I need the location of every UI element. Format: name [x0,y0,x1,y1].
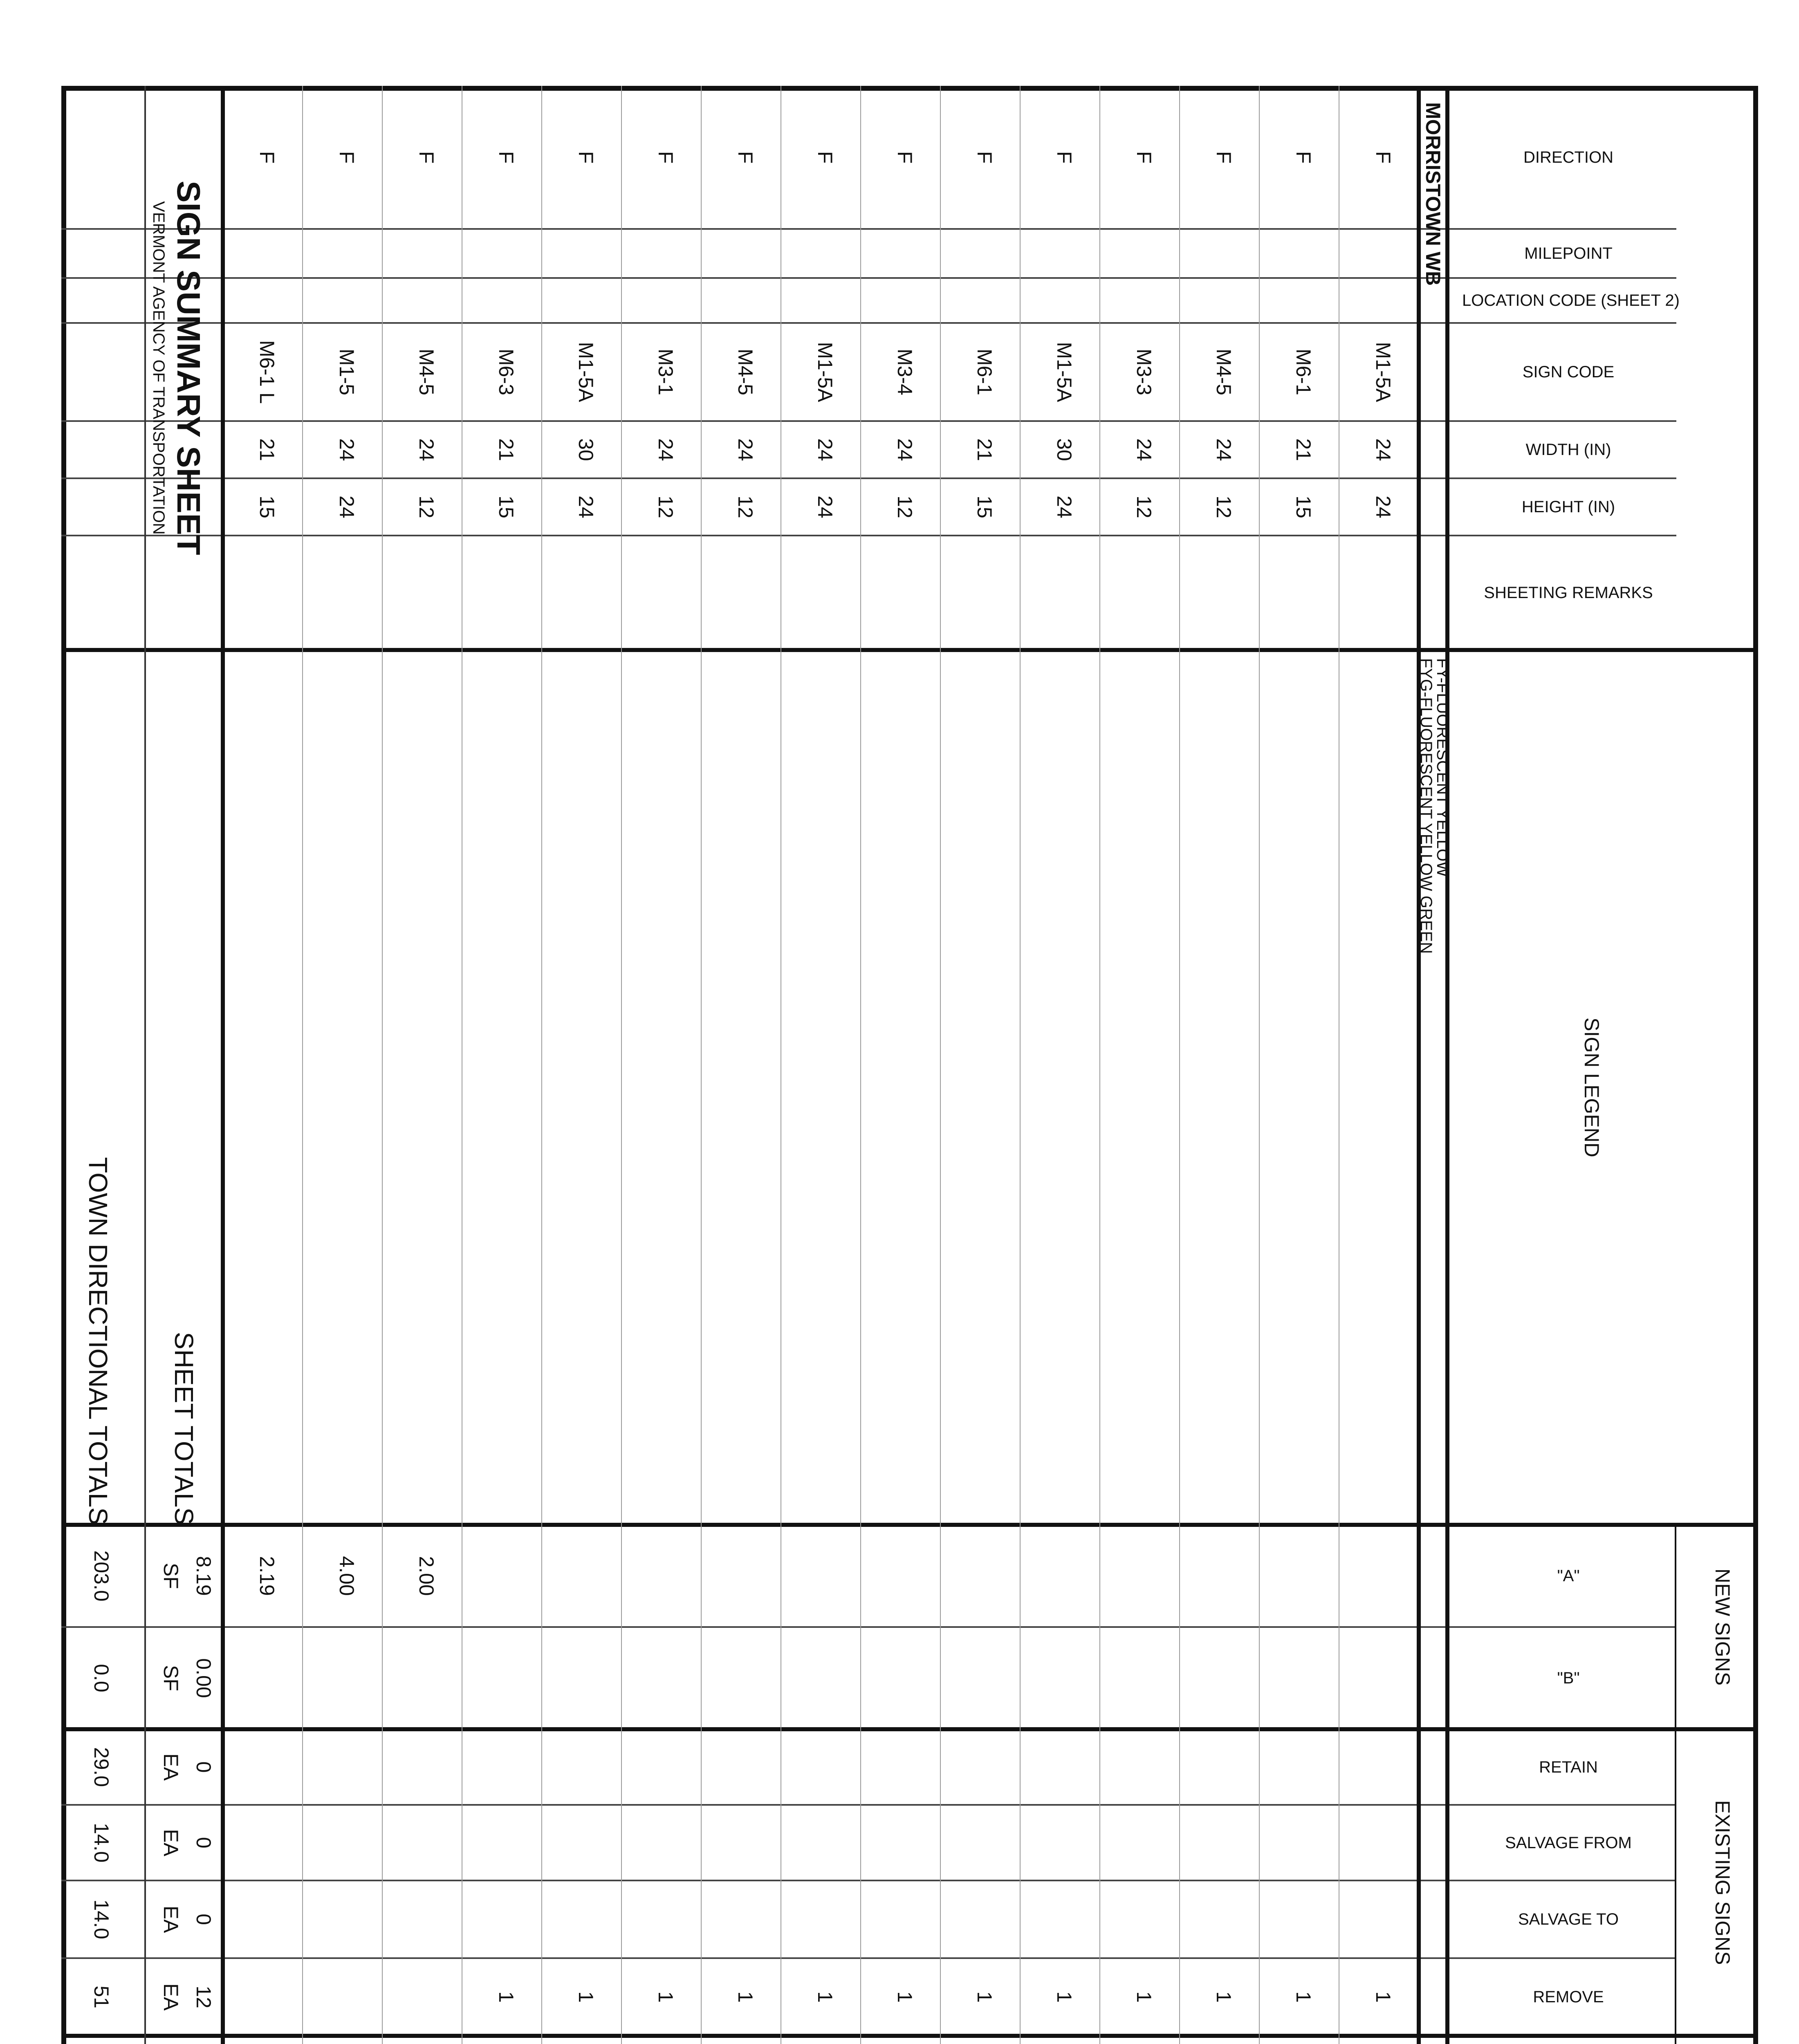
row-sign-code: M1-5A [814,342,837,402]
town-total-new_b: 0.0 [90,1664,113,1692]
row-new-a: 4.00 [335,1556,358,1596]
subheader-sheeting_rem: SHEETING REMARKS [1484,584,1653,602]
column-divider [61,1804,1676,1806]
section-divider [61,1727,1758,1731]
row-width: 24 [415,438,438,461]
row-sign-code: M1-5A [1372,342,1395,402]
row-remove: 1 [734,1991,757,2003]
column-divider [61,1626,1676,1628]
row-sign-code: M4-5 [734,349,757,395]
subheader-dir: DIRECTION [1523,148,1613,166]
town-total-post_retain [90,2036,112,2044]
sheet-totals-label: SHEET TOTALS [169,1332,199,1525]
row-direction: F [256,151,278,164]
row-rule [541,86,542,2044]
row-rule [1099,86,1100,2044]
row-height: 15 [1292,495,1315,518]
row-rule [1020,86,1021,2044]
town-total-new_a: 203.0 [90,1550,113,1602]
row-height: 12 [1133,495,1155,518]
row-sign-code: M3-3 [1133,349,1155,395]
town-total-retain: 29.0 [90,1747,113,1787]
sheet-total-retain: 0 [192,1761,215,1773]
sign-legend-header: SIGN LEGEND [1580,1018,1603,1157]
row-rule [860,86,861,2044]
row-height: 12 [893,495,916,518]
row-new-a: 2.19 [256,1556,278,1596]
subheader-loc_code: LOCATION CODE (SHEET 2) [1462,291,1680,309]
subheader-code: SIGN CODE [1522,363,1615,381]
row-remove: 1 [1133,1991,1155,2003]
sheet-title: SIGN SUMMARY SHEET [170,181,207,555]
existing-signs-band [1675,1729,1676,2036]
row-direction: F [415,151,438,164]
row-remove: 1 [1053,1991,1076,2003]
row-rule [382,86,383,2044]
town-total-remove: 51 [90,1986,113,2008]
unit-post_retain [159,2036,182,2044]
row-width: 24 [814,438,837,461]
row-sign-code: M1-5 [335,349,358,395]
unit-new_b: SF [159,1665,182,1691]
row-height: 24 [335,495,358,518]
subheader-new_a: "A" [1557,1567,1580,1585]
row-direction: F [1053,151,1076,164]
subheader-remove: REMOVE [1533,1988,1604,2006]
row-remove: 1 [893,1991,916,2003]
subheader-salvage_from: SALVAGE FROM [1505,1833,1632,1852]
unit-salvage_from: EA [159,1829,182,1856]
row-width: 24 [734,438,757,461]
row-width: 30 [1053,438,1076,461]
section-divider [61,648,1758,652]
legend-note-fy: FY-FLUORESCENT YELLOW [1433,658,1451,877]
town-total-salvage_from: 14.0 [90,1822,113,1863]
sheet-total-salvage_to: 0 [192,1914,215,1925]
row-remove: 1 [973,1991,996,2003]
subheader-retain: RETAIN [1539,1758,1598,1776]
row-rule [1179,86,1180,2044]
row-height: 12 [1212,495,1235,518]
row-height: 12 [415,495,438,518]
row-width: 24 [1212,438,1235,461]
section-divider [61,1523,1758,1527]
row-sign-code: M6-1 L [256,340,278,404]
column-divider [61,1880,1676,1881]
town-totals-label: TOWN DIRECTIONAL TOTALS [83,1157,113,1525]
row-direction: F [734,151,757,164]
row-height: 24 [1372,495,1395,518]
subheader-width: WIDTH (IN) [1525,441,1611,459]
row-new-a: 2.00 [415,1556,438,1596]
row-height: 15 [256,495,278,518]
town-total-salvage_to: 14.0 [90,1899,113,1939]
row-remove: 1 [814,1991,837,2003]
column-divider [61,1957,1676,1959]
existing-signs-header: EXISTING SIGNS [1711,1800,1734,1965]
row-width: 24 [335,438,358,461]
row-rule [302,86,303,2044]
subheader-milepoint: MILEPOINT [1524,244,1613,262]
row-direction: F [495,151,518,164]
row-direction: F [893,151,916,164]
row-sign-code: M6-1 [973,349,996,395]
row-direction: F [814,151,837,164]
row-width: 24 [654,438,677,461]
unit-remove: EA [159,1983,182,2011]
row-remove: 1 [1372,1991,1395,2003]
row-height: 24 [574,495,597,518]
row-remove: 1 [654,1991,677,2003]
subheader-height: HEIGHT (IN) [1521,498,1615,516]
row-sign-code: M6-1 [1292,349,1315,395]
row-sign-code: M1-5A [574,342,597,402]
row-direction: F [1212,151,1235,164]
row-direction: F [973,151,996,164]
totals-top-rule [221,86,225,2044]
row-sign-code: M3-4 [893,349,916,395]
sheet-total-salvage_from: 0 [192,1837,215,1849]
unit-new_a: SF [159,1563,182,1589]
totals-mid-rule [144,86,146,2044]
row-width: 21 [973,438,996,461]
row-direction: F [1292,151,1315,164]
row-sign-code: M6-3 [495,349,518,395]
row-sign-code: M4-5 [1212,349,1235,395]
row-height: 24 [1053,495,1076,518]
row-direction: F [1133,151,1155,164]
row-sign-code: M3-1 [654,349,677,395]
row-width: 24 [893,438,916,461]
row-sign-code: M4-5 [415,349,438,395]
row-height: 12 [654,495,677,518]
unit-salvage_to: EA [159,1905,182,1933]
subheader-new_b: "B" [1557,1669,1580,1687]
row-width: 21 [1292,438,1315,461]
row-rule [701,86,702,2044]
exist-post-header [1723,2036,1746,2044]
row-remove: 1 [574,1991,597,2003]
row-width: 21 [495,438,518,461]
row-height: 15 [495,495,518,518]
row-height: 24 [814,495,837,518]
row-width: 30 [574,438,597,461]
row-remove: 1 [495,1991,518,2003]
row-height: 12 [734,495,757,518]
row-rule [1259,86,1260,2044]
agency-name: VERMONT AGENCY OF TRANSPORTATION [150,201,168,535]
row-rule [940,86,941,2044]
row-rule [621,86,622,2044]
sign-summary-sheet [61,86,1758,2044]
legend-note-fyg: FYG-FLUORESCENT YELLOW GREEN [1417,658,1435,954]
row-direction: F [1372,151,1395,164]
row-direction: F [574,151,597,164]
row-remove: 1 [1212,1991,1235,2003]
row-direction: F [654,151,677,164]
sheet-total-remove: 12 [192,1986,215,2008]
exist-post-band [1675,2036,1676,2044]
frame-bottom [61,86,66,2044]
new-signs-header: NEW SIGNS [1711,1568,1734,1686]
unit-retain: EA [159,1753,182,1781]
row-sign-code: M1-5A [1053,342,1076,402]
row-width: 24 [1372,438,1395,461]
sheet-total-new_a: 8.19 [192,1556,215,1596]
row-height: 15 [973,495,996,518]
row-width: 24 [1133,438,1155,461]
frame-top [1753,86,1758,2044]
row-remove: 1 [1292,1991,1315,2003]
row-width: 21 [256,438,278,461]
row-direction: F [335,151,358,164]
sheet-total-new_b: 0.00 [192,1658,215,1698]
sheet-total-post_retain [192,2036,215,2044]
location-title: MORRISTOWN WB [1422,102,1445,286]
new-signs-band [1675,1525,1676,1729]
subheader-salvage_to: SALVAGE TO [1518,1910,1619,1928]
